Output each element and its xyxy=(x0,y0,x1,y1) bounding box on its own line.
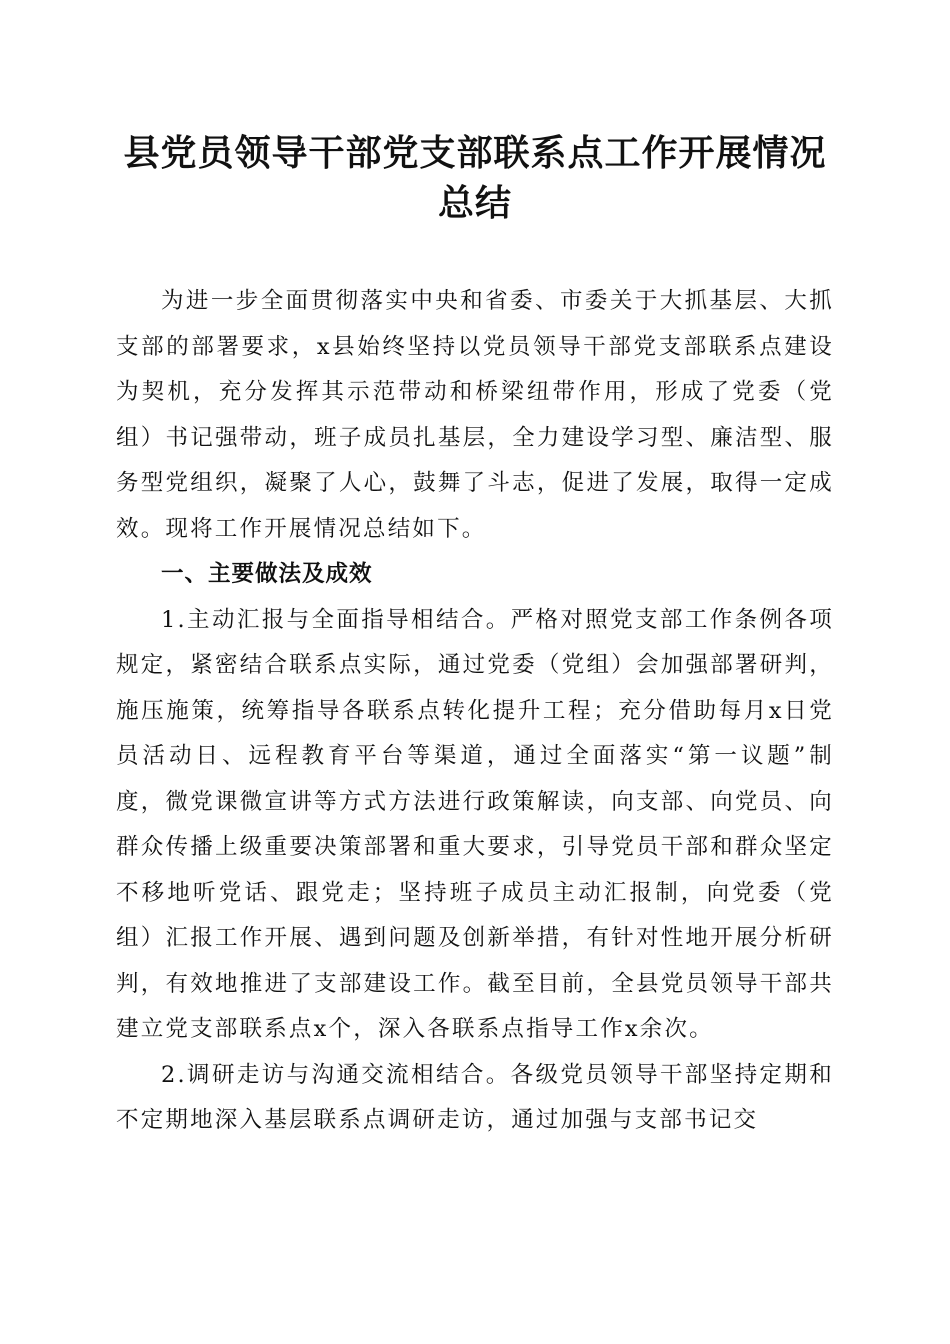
intro-paragraph: 为进一步全面贯彻落实中央和省委、市委关于大抓基层、大抓支部的部署要求，x县始终坚持以党员领导干部党支部联系点建设为契机，充分发挥其示范带动和桥梁纽带作用，形成了党委（党组）书记强带动，班子成员扎基层，全力建设学习型、廉洁型、服务型党组织，凝聚了人心，鼓舞了斗志，促进了发展，取得一定成效。现将工作开展情况总结如下。 xyxy=(116,288,834,542)
item-2-paragraph: 2.调研走访与沟通交流相结合。各级党员领导干部坚持定期和不定期地深入基层联系点调研走访，通过加强与支部书记交 xyxy=(116,1061,834,1133)
document-body xyxy=(116,279,834,1144)
document-title: 县党员领导干部党支部联系点工作开展情况总结 xyxy=(123,132,827,224)
item-1-paragraph: 1.主动汇报与全面指导相结合。严格对照党支部工作条例各项规定，紧密结合联系点实际，通过党委（党组）会加强部署研判，施压施策，统筹指导各联系点转化提升工程；充分借助每月x日党员活动日、远程教育平台等渠道，通过全面落实“第一议题”制度，微党课微宣讲等方式方法进行政策解读，向支部、向党员、向群众传播上级重要决策部署和重大要求，引导党员干部和群众坚定不移地听党话、跟党走；坚持班子成员主动汇报制，向党委（党组）汇报工作开展、遇到问题及创新举措，有针对性地开展分析研判，有效地推进了支部建设工作。截至目前，全县党员领导干部共建立党支部联系点x个，深入各联系点指导工作x余次。 xyxy=(116,606,834,1042)
section-heading: 一、主要做法及成效 xyxy=(161,561,373,587)
